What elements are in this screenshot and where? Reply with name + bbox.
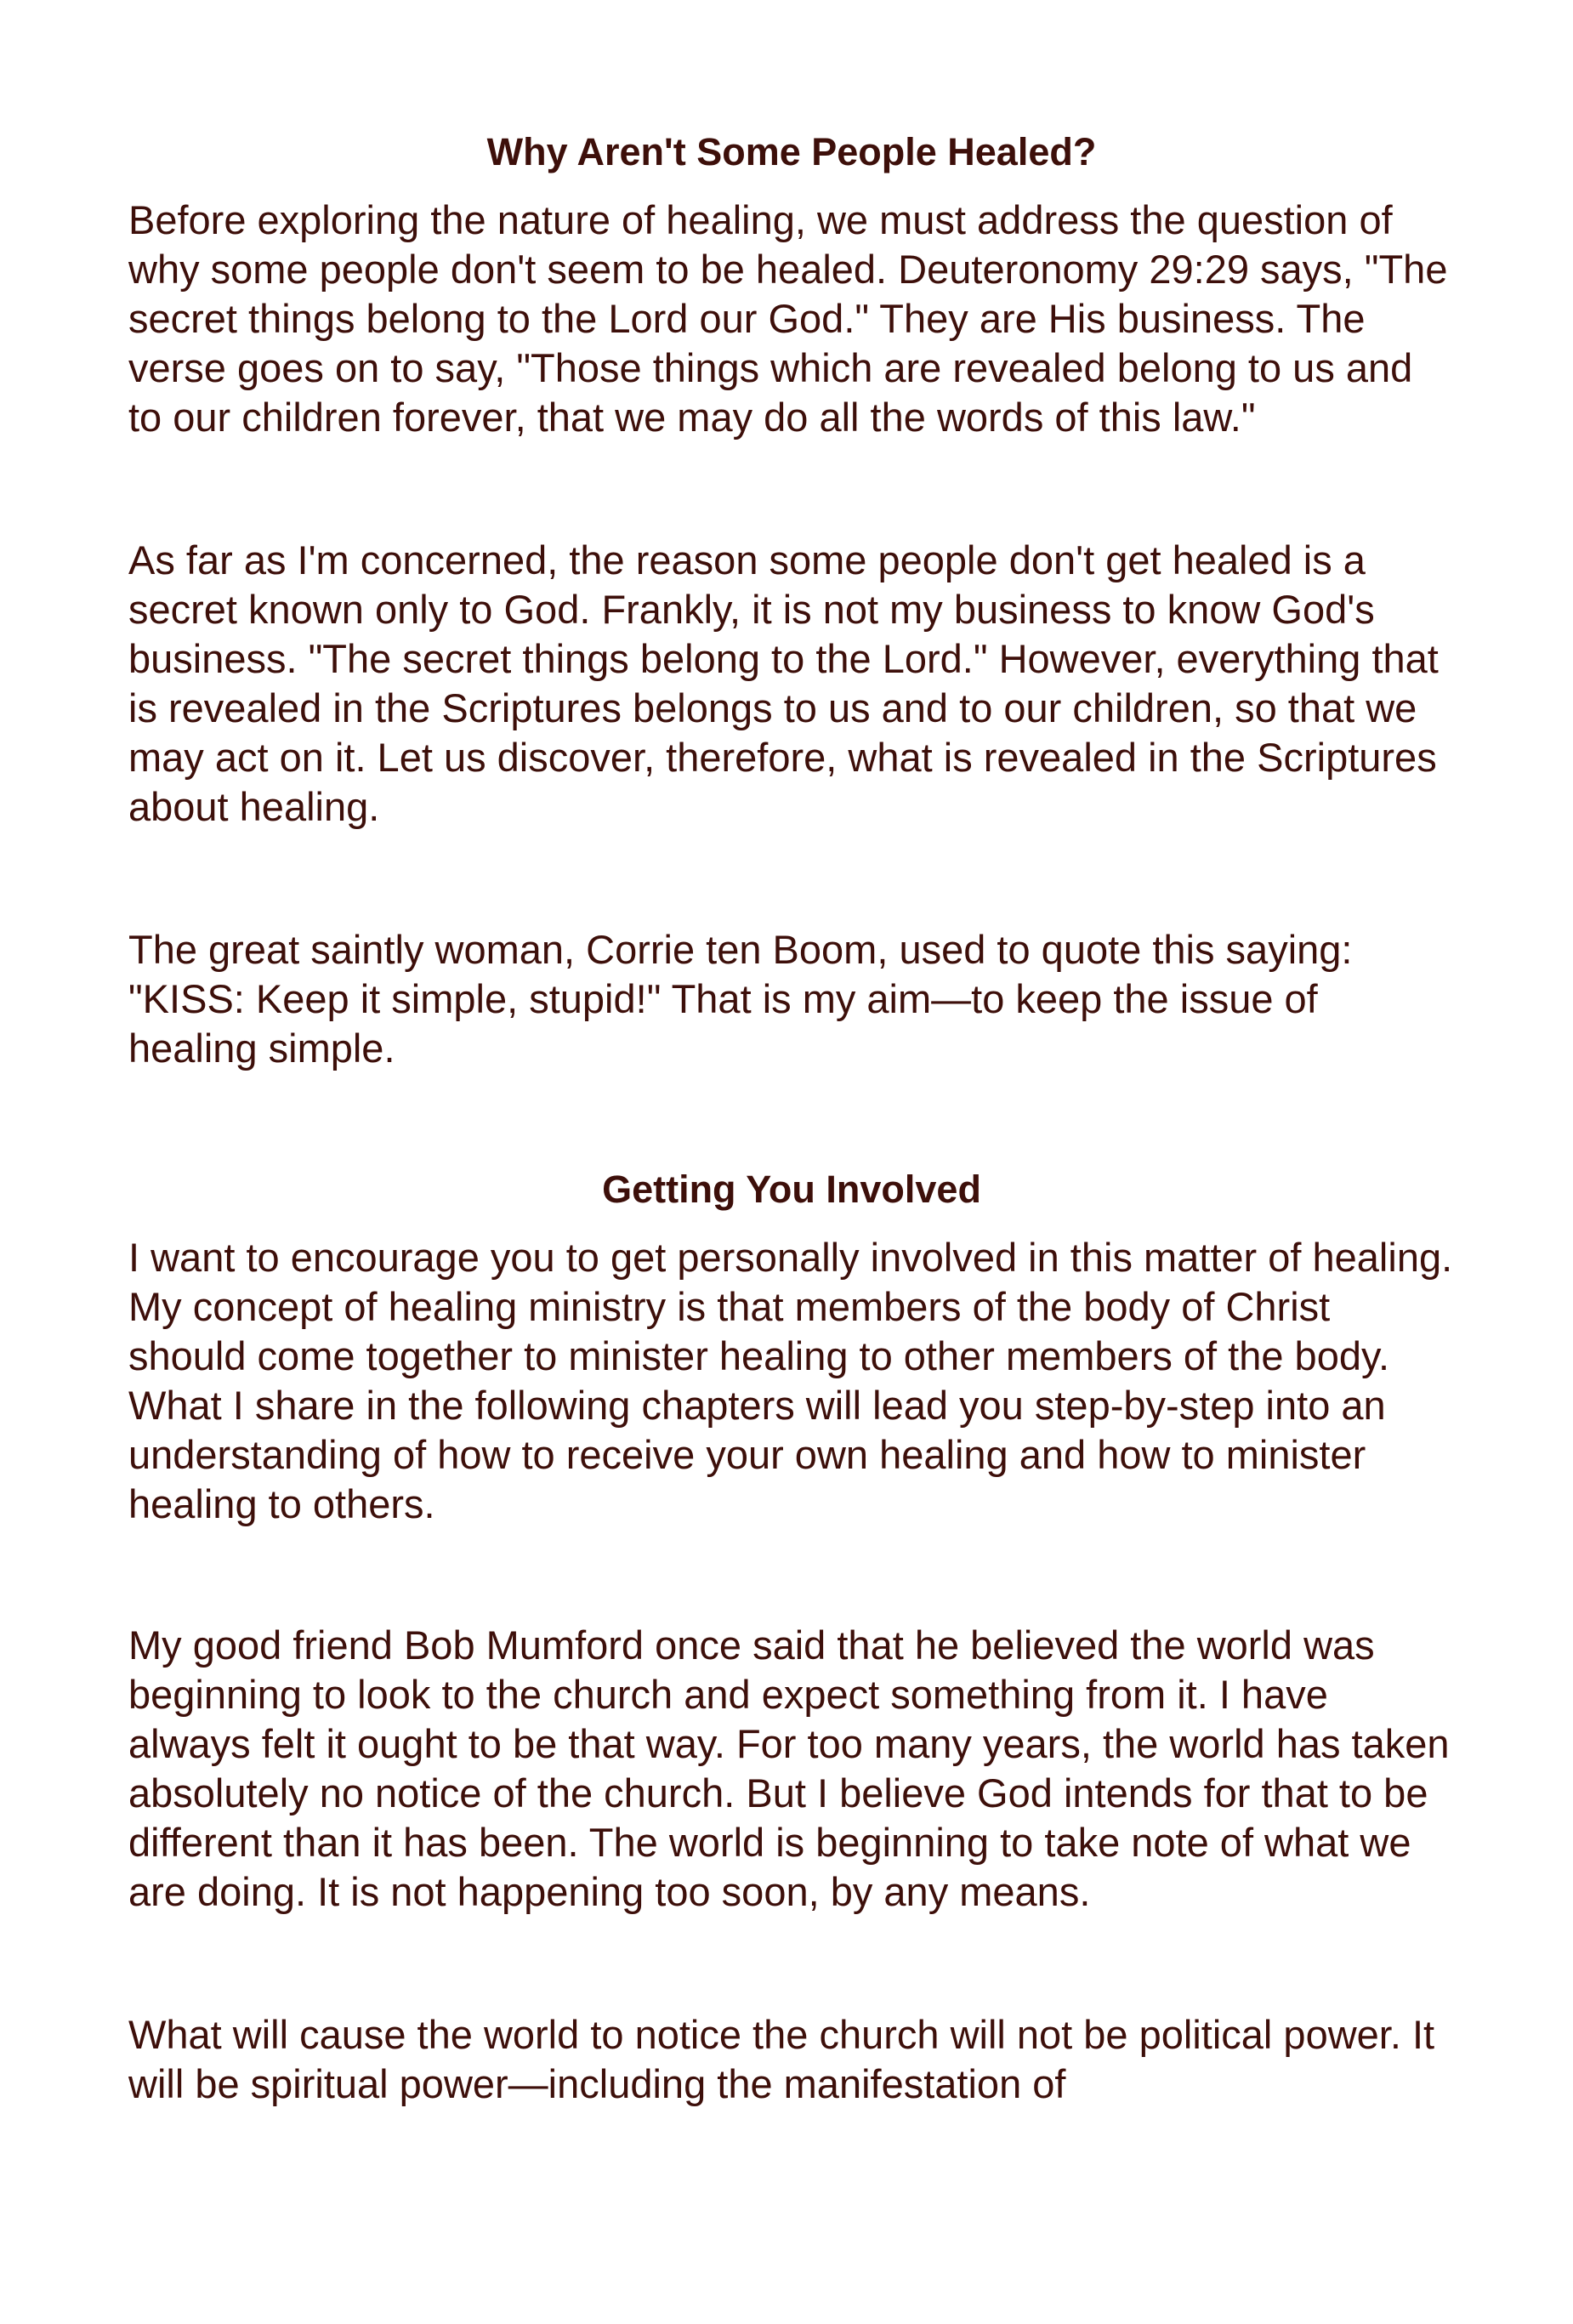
section-heading-getting-involved: Getting You Involved xyxy=(602,1168,981,1211)
paragraph-keep-it-simple: The great saintly woman, Corrie ten Boom, used to quote this saying: "KISS: Keep it simple, stupid!" That is my aim—to keep the issue of healing simple. xyxy=(128,927,1353,1071)
paragraph-get-involved: I want to encourage you to get personally involved in this matter of healing. My concept of healing ministry is that members of the body of Christ should come together to minister healing to other members of the body. What I share in the following chapters will lead you step-by-step into an understanding of how to receive your own healing and how to minister healing to others. xyxy=(128,1235,1453,1526)
paragraph-secret-known-to-god: As far as I'm concerned, the reason some people don't get healed is a secret known only to God. Frankly, it is not my business to know God's business. "The secret things belong to the Lord." However, everything that is revealed in the Scriptures belongs to us and to our children, so that we may act on it. Let us discover, therefore, what is revealed in the Scriptures about healing. xyxy=(128,537,1439,829)
document-page xyxy=(128,128,1455,2109)
paragraph-bob-mumford: My good friend Bob Mumford once said that he believed the world was beginning to look to the church and expect something from it. I have always felt it ought to be that way. For too many years, the world has taken absolutely no notice of the church. But I believe God intends for that to be different than it has been. The world is beginning to take note of what we are doing. It is not happening too soon, by any means. xyxy=(128,1622,1450,1914)
paragraph-deuteronomy: Before exploring the nature of healing, we must address the question of why some people don't seem to be healed. Deuteronomy 29:29 says, "The secret things belong to the Lord our God." They are His business. The verse goes on to say, "Those things which are revealed belong to us and to our children forever, that we may do all the words of this law." xyxy=(128,197,1448,440)
section-heading-why-not-healed: Why Aren't Some People Healed? xyxy=(486,130,1097,173)
paragraph-spiritual-power: What will cause the world to notice the church will not be political power. It will be spiritual power—including the manifestation of xyxy=(128,2012,1435,2106)
